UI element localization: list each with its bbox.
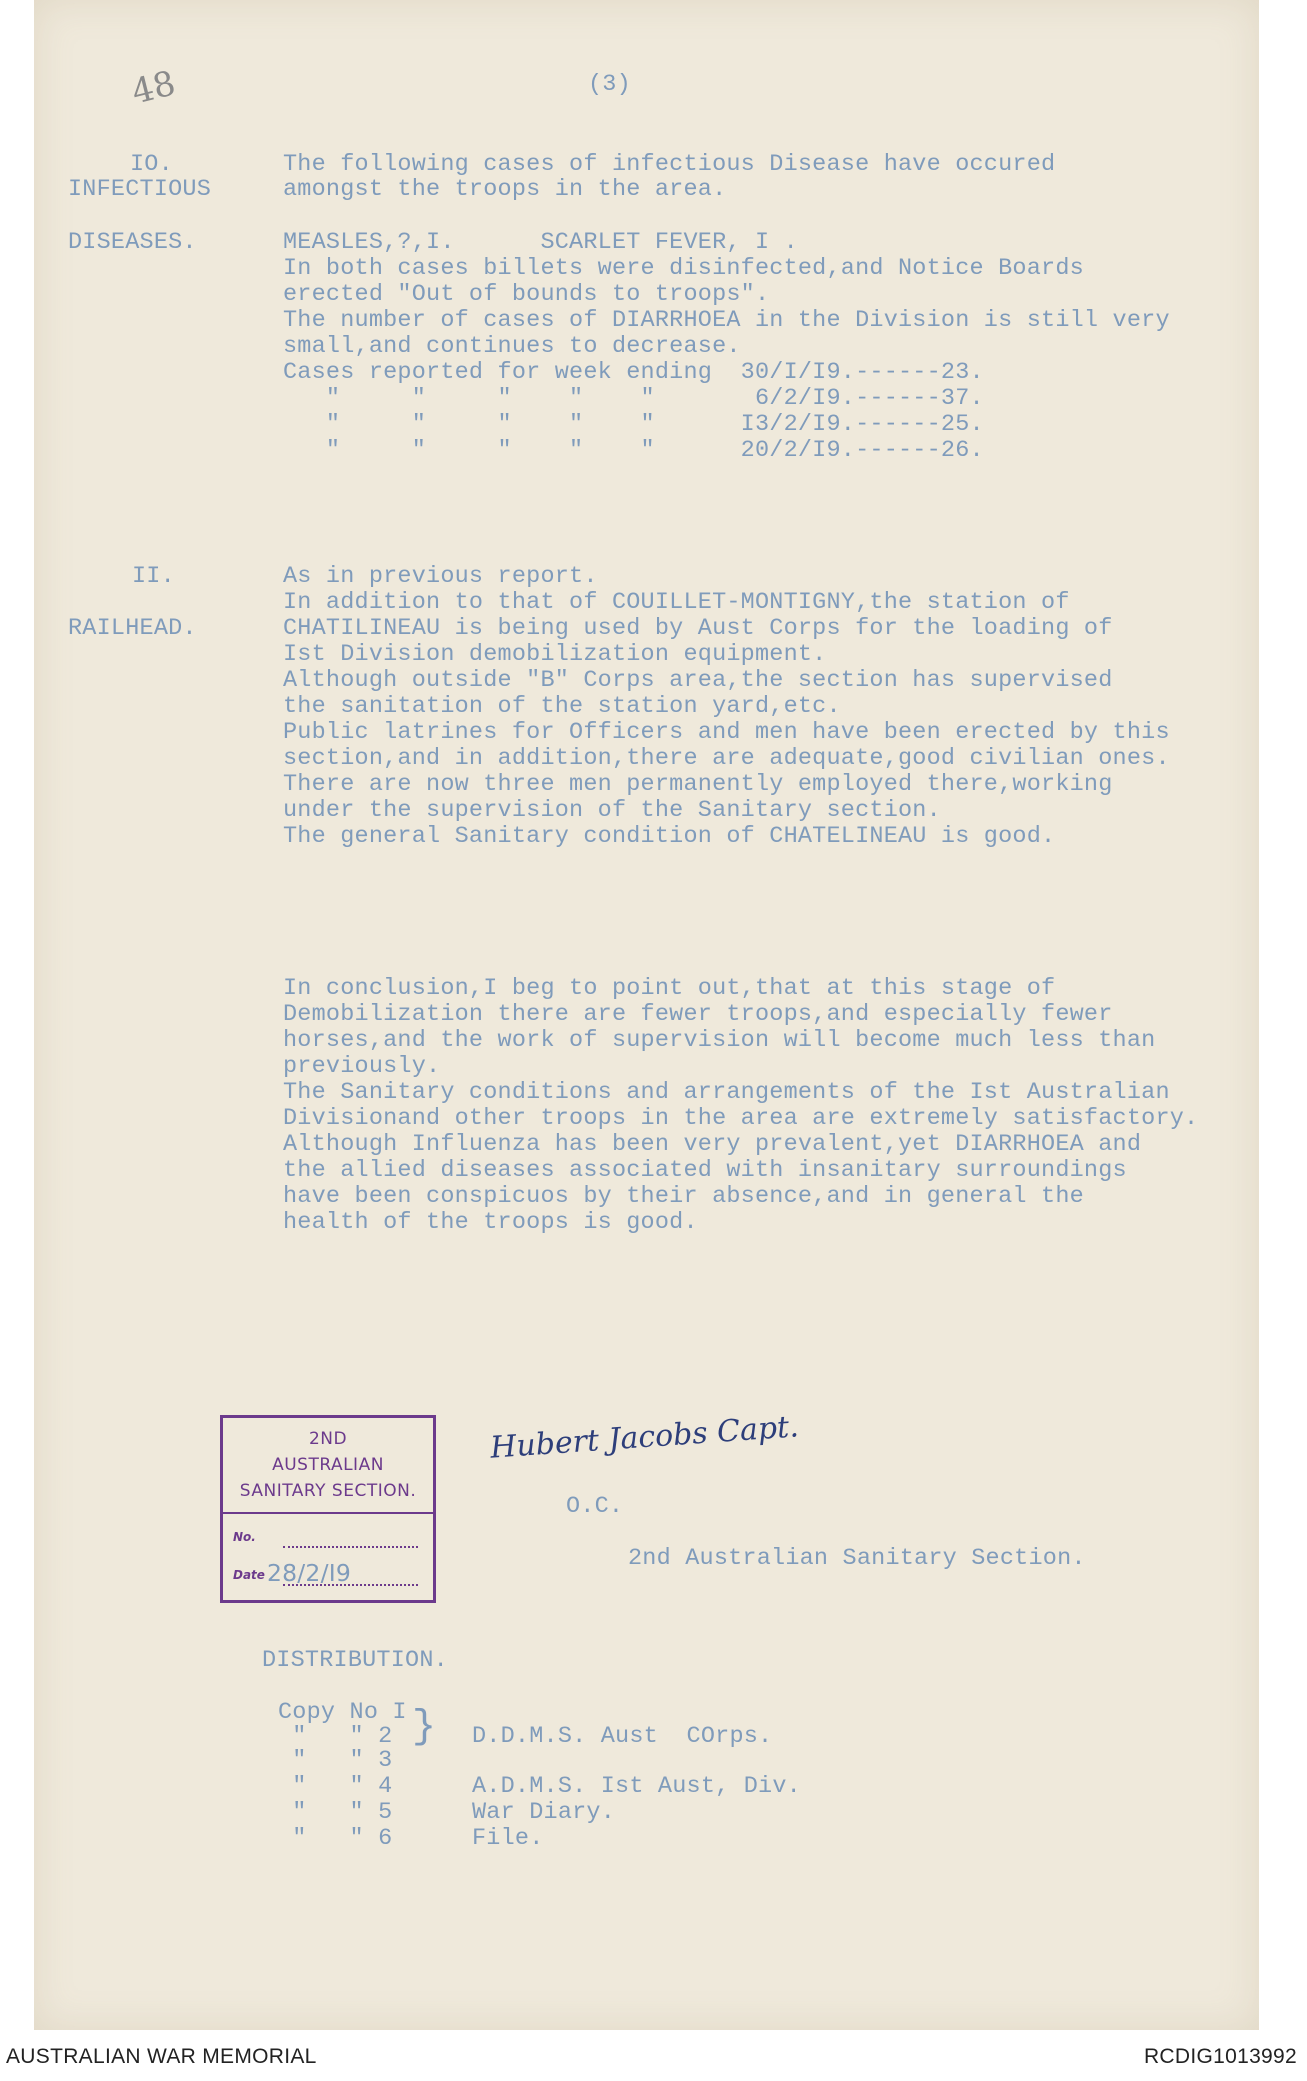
section-10-line: erected "Out of bounds to troops". bbox=[283, 281, 770, 308]
section-11-line: under the supervision of the Sanitary section. bbox=[283, 797, 941, 824]
unit-rubber-stamp bbox=[220, 1415, 436, 1603]
pencil-folio-number: 48 bbox=[127, 63, 180, 113]
section-10-number: IO. bbox=[130, 151, 173, 178]
stamp-line: 2ND bbox=[308, 1429, 348, 1449]
conclusion-line: have been conspicuos by their absence,and in general the bbox=[283, 1183, 1084, 1210]
section-10-line: " " " " " 20/2/I9.------26. bbox=[283, 437, 984, 464]
section-10-line: " " " " " I3/2/I9.------25. bbox=[283, 411, 984, 438]
stamp-date-label: Date bbox=[233, 1568, 265, 1582]
section-11-number: II. bbox=[132, 563, 175, 590]
section-11-line: Although outside "B" Corps area,the section has supervised bbox=[283, 667, 1113, 694]
section-11-line: As in previous report. bbox=[283, 563, 598, 590]
distribution-recipient: D.D.M.S. Aust COrps. bbox=[472, 1723, 773, 1750]
conclusion-line: The Sanitary conditions and arrangements of the Ist Australian bbox=[283, 1079, 1170, 1106]
conclusion-line: health of the troops is good. bbox=[283, 1209, 698, 1236]
section-11-line: The general Sanitary condition of CHATELINEAU is good. bbox=[283, 823, 1056, 850]
section-10-heading-line2: DISEASES. bbox=[68, 229, 197, 256]
distribution-heading: DISTRIBUTION. bbox=[262, 1647, 448, 1674]
distribution-brace: } bbox=[412, 1705, 437, 1750]
distribution-copy-label: " " 6 bbox=[278, 1825, 393, 1852]
distribution-copy-label: " " 3 bbox=[278, 1747, 393, 1774]
signoff-title: O.C. bbox=[566, 1493, 624, 1520]
conclusion-line: In conclusion,I beg to point out,that at this stage of bbox=[283, 975, 1056, 1002]
section-10-line: The following cases of infectious Disease have occured bbox=[283, 151, 1056, 178]
stamp-line: AUSTRALIAN bbox=[272, 1455, 384, 1475]
conclusion-line: Divisionand other troops in the area are extremely satisfactory. bbox=[283, 1105, 1199, 1132]
section-10-heading-line1: INFECTIOUS bbox=[68, 176, 212, 203]
signoff-unit: 2nd Australian Sanitary Section. bbox=[628, 1545, 1086, 1572]
distribution-copy-label: " " 5 bbox=[278, 1799, 393, 1826]
distribution-recipient: File. bbox=[472, 1825, 544, 1852]
section-11-line: section,and in addition,there are adequate,good civilian ones. bbox=[283, 745, 1170, 772]
section-10-line: In both cases billets were disinfected,and Notice Boards bbox=[283, 255, 1084, 282]
conclusion-line: Demobilization there are fewer troops,and especially fewer bbox=[283, 1001, 1113, 1028]
section-11-line: CHATILINEAU is being used by Aust Corps for the loading of bbox=[283, 615, 1113, 642]
footer-record-id: RCDIG1013992 bbox=[1143, 2045, 1297, 2068]
section-10-line: MEASLES,?,I. SCARLET FEVER, I . bbox=[283, 229, 798, 256]
footer-archive-name: AUSTRALIAN WAR MEMORIAL bbox=[6, 2045, 317, 2068]
section-11-heading: RAILHEAD. bbox=[68, 615, 197, 642]
section-11-line: the sanitation of the station yard,etc. bbox=[283, 693, 841, 720]
section-11-line: Ist Division demobilization equipment. bbox=[283, 641, 827, 668]
stamp-header bbox=[223, 1418, 433, 1514]
section-10-line: amongst the troops in the area. bbox=[283, 176, 727, 203]
stamp-line: SANITARY SECTION. bbox=[239, 1481, 417, 1501]
section-11-line: In addition to that of COUILLET-MONTIGNY,the station of bbox=[283, 589, 1070, 616]
section-11-line: Public latrines for Officers and men have been erected by this bbox=[283, 719, 1170, 746]
section-11-line: There are now three men permanently employed there,working bbox=[283, 771, 1113, 798]
distribution-copy-label: " " 2 bbox=[278, 1723, 393, 1750]
stamp-date-value: 28/2/I9 bbox=[267, 1559, 351, 1587]
conclusion-line: previously. bbox=[283, 1053, 441, 1080]
stamp-no-dotted-line bbox=[283, 1546, 418, 1548]
section-10-line: Cases reported for week ending 30/I/I9.------23. bbox=[283, 359, 984, 386]
section-10-line: The number of cases of DIARRHOEA in the Division is still very bbox=[283, 307, 1170, 334]
distribution-recipient: War Diary. bbox=[472, 1799, 616, 1826]
conclusion-line: Although Influenza has been very prevalent,yet DIARRHOEA and bbox=[283, 1131, 1142, 1158]
page-number: (3) bbox=[588, 71, 631, 98]
distribution-copy-label: Copy No I bbox=[278, 1699, 407, 1726]
handwritten-signature: Hubert Jacobs Capt. bbox=[489, 1409, 800, 1466]
section-10-line: " " " " " 6/2/I9.------37. bbox=[283, 385, 984, 412]
conclusion-line: horses,and the work of supervision will become much less than bbox=[283, 1027, 1156, 1054]
distribution-copy-label: " " 4 bbox=[278, 1773, 393, 1800]
section-10-line: small,and continues to decrease. bbox=[283, 333, 741, 360]
conclusion-line: the allied diseases associated with insanitary surroundings bbox=[283, 1157, 1127, 1184]
stamp-no-label: No. bbox=[233, 1530, 256, 1544]
distribution-recipient: A.D.M.S. Ist Aust, Div. bbox=[472, 1773, 801, 1800]
